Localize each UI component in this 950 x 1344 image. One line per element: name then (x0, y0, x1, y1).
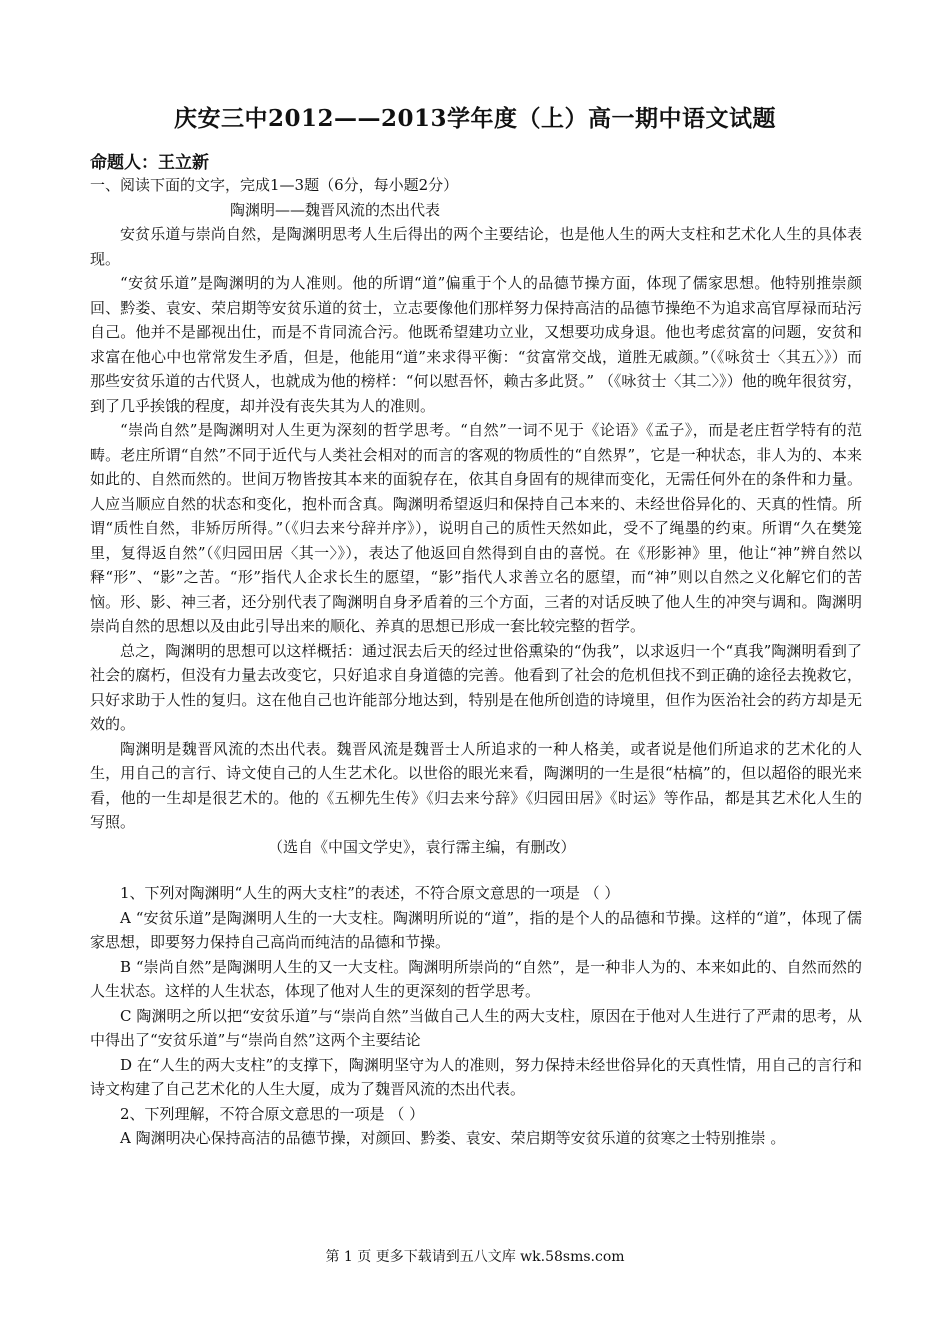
question-2-stem: 2、下列理解，不符合原文意思的一项是 （ ） (120, 1104, 425, 1123)
question-1-option-b: B “崇尚自然”是陶渊明人生的又一大支柱。陶渊明所崇尚的“自然”，是一种非人为的、本来如此的、自然而然的人生状态。这样的人生状态，体现了他对人生的更深刻的哲学思考。 (90, 957, 862, 1000)
exam-title: 庆安三中2012——2013学年度（上）高一期中语文试题 (173, 105, 777, 132)
article-paragraph-2: “安贫乐道”是陶渊明的为人准则。他的所谓“道”偏重于个人的品德节操方面，体现了儒家思想。他特别推崇颜回、黔娄、袁安、荣启期等安贫乐道的贫士，立志要像他们那样努力保持高洁的品德节操绝不为追求高官厚禄而玷污自己。他并不是鄙视出仕，而是不肯同流合污。他既希望建功立业，又想要功成身退。他也考虑贫富的问题，安贫和求富在他心中也常常发生矛盾，但是，他能用“道”来求得平衡：“贫富常交战，道胜无戚颜。”（《咏贫士〈其五〉》）而那些安贫乐道的古代贤人，也就成为他的榜样：“何以慰吾怀，赖古多此贤。” （《咏贫士〈其二〉》）他的晚年很贫穷，到了几乎挨饿的程度，却并没有丧失其为人的准则。 (90, 274, 862, 415)
exam-content (90, 173, 862, 1151)
article-title: 陶渊明——魏晋风流的杰出代表 (230, 200, 441, 219)
article-paragraph-1: 安贫乐道与崇尚自然，是陶渊明思考人生后得出的两个主要结论，也是他人生的两大支柱和艺术化人生的具体表现。 (90, 225, 862, 268)
article-paragraph-4: 总之，陶渊明的思想可以这样概括：通过泯去后天的经过世俗熏染的“伪我”，以求返归一个“真我”陶渊明看到了社会的腐朽，但没有力量去改变它，只好追求自身道德的完善。他看到了社会的危机但找不到正确的途径去挽救它，只好求助于人性的复归。这在他自己也许能部分地达到，特别是在他所创造的诗境里，但作为医治社会的药方却是无效的。 (90, 641, 862, 733)
author-line: 命题人：王立新 (90, 153, 209, 173)
question-2-option-a: A 陶渊明决心保持高洁的品德节操，对颜回、黔娄、袁安、荣启期等安贫乐道的贫寒之士特别推崇 。 (120, 1129, 786, 1147)
article-paragraph-5: 陶渊明是魏晋风流的杰出代表。魏晋风流是魏晋士人所追求的一种人格美，或者说是他们所追求的艺术化的人生，用自己的言行、诗文使自己的人生艺术化。以世俗的眼光来看，陶渊明的一生是很“枯槁”的，但以超俗的眼光来看，他的一生却是很艺术的。他的《五柳先生传》《归去来兮辞》《归园田居》《时运》等作品，都是其艺术化人生的写照。 (90, 739, 862, 831)
page-footer: 第 1 页 更多下载请到五八文库 wk.58sms.com (325, 1249, 625, 1265)
spacer (90, 859, 862, 881)
question-1-option-a: A “安贫乐道”是陶渊明人生的一大支柱。陶渊明所说的“道”，指的是个人的品德和节操。这样的“道”，体现了儒家思想，即要努力保持自己高尚而纯洁的品德和节操。 (90, 908, 862, 951)
question-1-stem: 1、下列对陶渊明“人生的两大支柱”的表述，不符合原文意思的一项是 （ ） (120, 884, 620, 902)
article-paragraph-3: “崇尚自然”是陶渊明对人生更为深刻的哲学思考。“自然”一词不见于《论语》《孟子》，而是老庄哲学特有的范畴。老庄所谓“自然”不同于近代与人类社会相对的而言的客观的物质性的“自然界”，它是一种状态，非人为的、本来如此的、自然而然的。世间万物皆按其本来的面貌存在，依其自身固有的规律而变化，无需任何外在的条件和力量。人应当顺应自然的状态和变化，抱朴而含真。陶渊明希望返归和保持自己本来的、未经世俗异化的、天真的性情。所谓“质性自然，非矫厉所得。”（《归去来兮辞并序》），说明自己的质性天然如此，受不了绳墨的约束。所谓“久在樊笼里，复得返自然”（《归园田居〈其一〉》），表达了他返回自然得到自由的喜悦。在《形影神》里，他让“神”辨自然以释“形”、“影”之苦。“形”指代人企求长生的愿望，“影”指代人求善立名的愿望，而“神”则以自然之义化解它们的苦恼。形、影、神三者，还分别代表了陶渊明自身矛盾着的三个方面，三者的对话反映了他人生的冲突与调和。陶渊明崇尚自然的思想以及由此引导出来的顺化、养真的思想已形成一套比较完整的哲学。 (90, 421, 862, 635)
section-heading: 一、阅读下面的文字，完成1—3题（6分，每小题2分） (90, 176, 459, 194)
question-1-option-d: D 在“人生的两大支柱”的支撑下，陶渊明坚守为人的准则，努力保持未经世俗异化的天真性情，用自己的言行和诗文构建了自己艺术化的人生大厦，成为了魏晋风流的杰出代表。 (90, 1055, 862, 1098)
question-1-option-c: C 陶渊明之所以把“安贫乐道”与“崇尚自然”当做自己人生的两大支柱，原因在于他对人生进行了严肃的思考，从中得出了“安贫乐道”与“崇尚自然”这两个主要结论 (90, 1006, 862, 1049)
source-note: （选自《中国文学史》，袁行霈主编，有删改） (268, 837, 576, 856)
